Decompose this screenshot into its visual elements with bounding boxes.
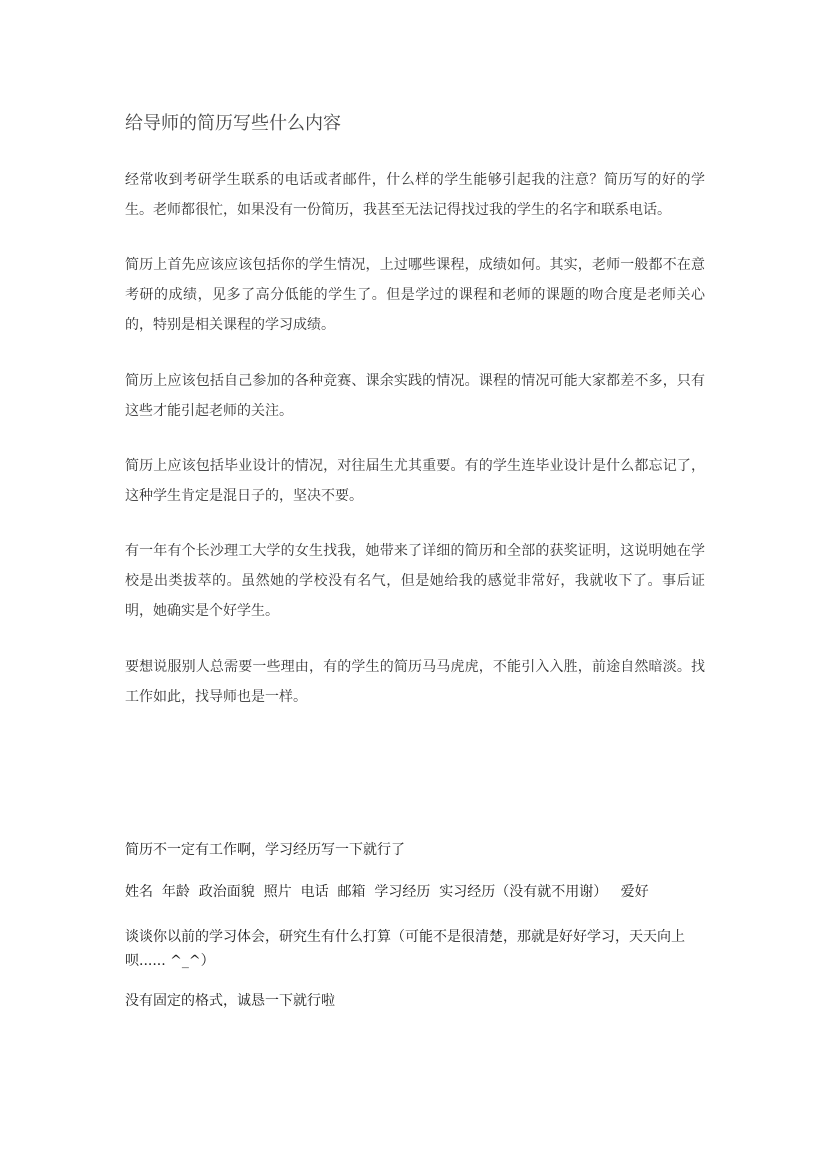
article-paragraph: 有一年有个长沙理工大学的女生找我，她带来了详细的简历和全部的获奖证明，这说明她在学校是出类拔萃的。虽然她的学校没有名气，但是她给我的感觉非常好，我就收下了。事后证明，她确实是个好学生。 [125,543,705,619]
article-paragraph: 简历上应该包括毕业设计的情况，对往届生尤其重要。有的学生连毕业设计是什么都忘记了，这种学生肯定是混日子的，坚决不要。 [125,458,705,504]
article-title: 给导师的简历写些什么内容 [125,113,341,134]
reply-text: 简历不一定有工作啊，学习经历写一下就行了 [125,842,405,858]
article-paragraph: 经常收到考研学生联系的电话或者邮件，什么样的学生能够引起我的注意？简历写的好的学生。老师都很忙，如果没有一份简历，我甚至无法记得找过我的学生的名字和联系电话。 [125,172,705,218]
article-paragraph: 要想说服别人总需要一些理由，有的学生的简历马马虎虎，不能引入入胜，前途自然暗淡。找工作如此，找导师也是一样。 [125,659,705,705]
article-paragraph: 简历上首先应该应该包括你的学生情况，上过哪些课程，成绩如何。其实，老师一般都不在意考研的成绩，见多了高分低能的学生了。但是学过的课程和老师的课题的吻合度是老师关心的，特别是相关课程的学习成绩。 [125,257,705,333]
article-paragraph: 简历上应该包括自己参加的各种竞赛、课余实践的情况。课程的情况可能大家都差不多，只有这些才能引起老师的关注。 [125,373,705,419]
reply-text: 谈谈你以前的学习体会，研究生有什么打算（可能不是很清楚，那就是好好学习，天天向上呗...... ^_^） [125,929,685,969]
reply-text: 没有固定的格式，诚恳一下就行啦 [125,993,335,1009]
reply-text: 姓名 年龄 政治面貌 照片 电话 邮箱 学习经历 实习经历（没有就不用谢） 爱好 [125,884,649,900]
